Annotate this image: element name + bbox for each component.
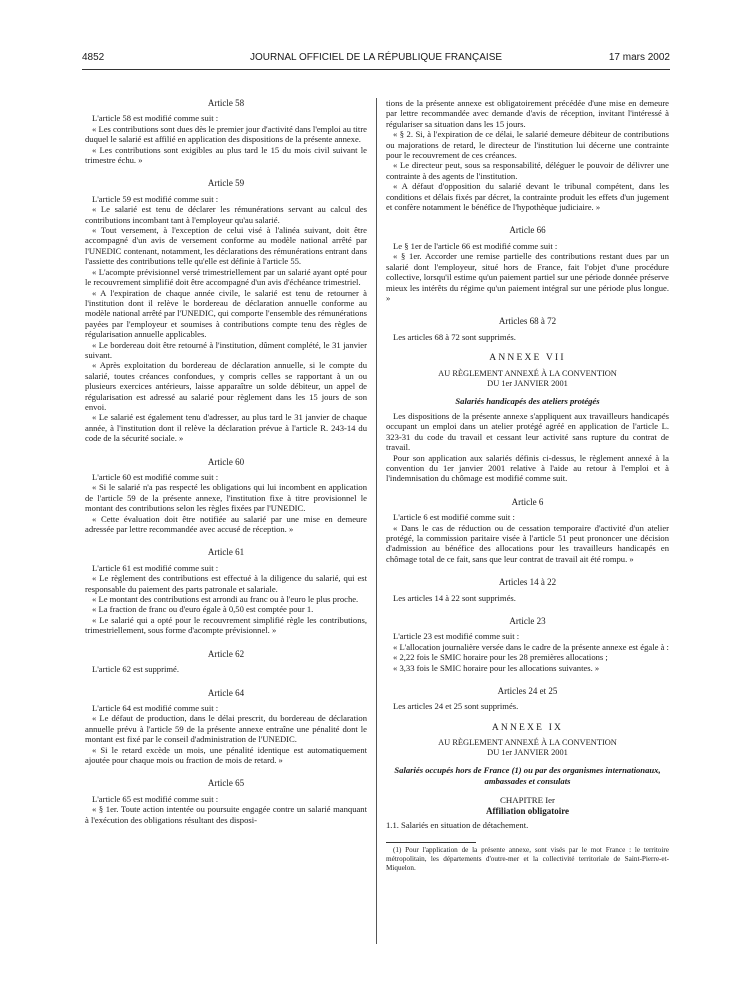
paragraph: Les articles 24 et 25 sont supprimés. (393, 701, 519, 712)
paragraph: « La fraction de franc ou d'euro égale à 0,50 est comptée pour 1. (92, 604, 314, 615)
paragraph: Le § 1er de l'article 66 est modifié comme suit : (393, 240, 558, 251)
paragraph: L'article 60 est modifié comme suit : (92, 472, 219, 482)
paragraph: « 2,22 fois le SMIC horaire pour les 28 premières allocations ; (393, 652, 608, 663)
paragraph: « Tout versement, à l'exception de celui visé à l'alinéa suivant, doit être accompagné d'un avis de versement conforme au modèle national arrêté par l'UNEDIC contenant, notamment, les déclarations des rémunérations entrant dans l'assiette des contributions telle qu'elle est définie à l'article 55. (85, 225, 367, 267)
header-rule (82, 69, 670, 70)
paragraph: Les articles 68 à 72 sont supprimés. (393, 331, 516, 342)
article-heading: Articles 14 à 22 (498, 577, 557, 588)
paragraph: « § 1er. Accorder une remise partielle des contributions restant dues par un salarié dont l'employeur, situé hors de France, fait l'objet d'une procédure collective, lorsqu'il estime qu'un paiement partiel sur une période donnée préserve mieux les intérêts du régime qu'un paiement intégral sur une période plus longue. » (386, 251, 669, 303)
annexe-topic: Salariés occupés hors de France (1) ou par des organismes internationaux, ambassades et consulats (394, 765, 661, 786)
paragraph: « Le défaut de production, dans le délai prescrit, du bordereau de déclaration annuelle prévu à l'article 59 de la présente annexe entraîne une pénalité dont le montant est fixé par le conseil d'administration de l'UNEDIC. (85, 713, 367, 745)
paragraph: « Le directeur peut, sous sa responsabilité, déléguer le pouvoir de délivrer une contrainte à des agents de l'institution. (386, 160, 669, 181)
paragraph: « Après exploitation du bordereau de déclaration annuelle, si le compte du salarié, toutes créances confondues, y compris celles se rapportant à un ou plusieurs exercices antérieurs, laisse apparaître un solde débiteur, un appel de régularisation est adressé au salarié pour règlement dans les 15 jours de son envoi. (85, 360, 367, 412)
paragraph: « L'acompte prévisionnel versé trimestriellement par un salarié ayant opté pour le recouvrement simplifié doit être accompagné d'un avis d'échéance trimestriel. (85, 266, 367, 288)
paragraph: « § 2. Si, à l'expiration de ce délai, le salarié demeure débiteur de contributions ou majorations de retard, le directeur de l'institution lui décerne une contrainte pour le recouvrement de ces créances. (386, 129, 669, 161)
paragraph: « Les contributions sont exigibles au plus tard le 15 du mois civil suivant le trimestre échu. » (85, 144, 367, 166)
article-heading: Article 58 (207, 98, 245, 108)
footnote-rule (386, 842, 476, 843)
paragraph: « Dans le cas de réduction ou de cessation temporaire d'activité d'un atelier protégé, la commission paritaire visée à l'article 51 peut prononcer une décision d'admission au bénéfice des allocations pour les travailleurs handicapés en chômage total de ce fait, sans que leur contrat de travail ait été rompu. » (386, 522, 669, 564)
paragraph: « Les contributions sont dues dès le premier jour d'activité dans l'emploi au titre duquel le salarié est affilié en application des dispositions de la présente annexe. (85, 123, 367, 145)
page-number: 4852 (82, 52, 105, 63)
paragraph: « § 1er. Toute action intentée ou poursuite engagée contre un salarié manquant à l'exécution des obligations résultant des disposi- (85, 804, 367, 825)
right-column (386, 98, 669, 872)
article-heading: Articles 24 et 25 (497, 686, 558, 697)
paragraph: L'article 59 est modifié comme suit : (92, 193, 219, 204)
journal-title: JOURNAL OFFICIEL DE LA RÉPUBLIQUE FRANÇAISE (249, 52, 503, 63)
paragraph: tions de la présente annexe est obligatoirement précédée d'une mise en demeure par lettre recommandée avec demande d'avis de réception, invitant l'intéressé à régulariser sa situation dans les 15 jours. (386, 98, 669, 129)
paragraph: « Le règlement des contributions est effectué à la diligence du salarié, qui est responsable du paiement des parts patronale et salariale. (85, 573, 367, 594)
annexe-heading: ANNEXE IX (491, 722, 564, 733)
article-heading: Article 66 (509, 225, 546, 236)
article-heading: Article 62 (207, 648, 245, 659)
article-heading: Article 65 (207, 778, 245, 789)
article-heading: Article 64 (207, 687, 245, 698)
paragraph: L'article 61 est modifié comme suit : (92, 562, 219, 573)
paragraph: Les dispositions de la présente annexe s'appliquent aux travailleurs handicapés occupant un emploi dans un atelier protégé agréé en application de l'article L. 323-31 du code du travail et cessant leur activité sans rupture du contrat de travail. (386, 410, 669, 453)
paragraph: « Le salarié est également tenu d'adresser, au plus tard le 31 janvier de chaque année, à l'institution dont il relève la déclaration prévue à l'article R. 243-14 du code de la sécurité sociale. » (85, 412, 367, 444)
paragraph: « L'allocation journalière versée dans le cadre de la présente annexe est égale à : (393, 641, 669, 652)
paragraph: L'article 65 est modifié comme suit : (92, 793, 219, 804)
paragraph: 1.1. Salariés en situation de détachement. (386, 819, 529, 830)
chapter-title: Affiliation obligatoire (485, 805, 570, 816)
article-heading: Article 59 (207, 178, 245, 189)
paragraph: « Si le retard excède un mois, une pénalité identique est automatiquement ajoutée pour chaque mois ou fraction de mois de retard. » (85, 744, 367, 765)
article-heading: Article 61 (207, 547, 245, 558)
paragraph: « Le salarié qui a opté pour le recouvrement simplifié règle les contributions, trimestriellement, sous forme d'acompte prévisionnel. » (85, 614, 367, 636)
paragraph: « A défaut d'opposition du salarié devant le tribunal compétent, dans les conditions et délais fixés par décret, la contrainte produit les effets d'un jugement et confère notamment le bénéfice de l'hypothèque judiciaire. » (386, 181, 669, 213)
column-divider (376, 98, 377, 944)
paragraph: « Cette évaluation doit être notifiée au salarié par une mise en demeure adressée par lettre recommandée avec accusé de réception. » (85, 513, 367, 535)
annexe-subheading: AU RÈGLEMENT ANNEXÉ À LA CONVENTION (438, 368, 617, 378)
article-heading: Article 6 (511, 496, 544, 507)
paragraph: « 3,33 fois le SMIC horaire pour les allocations suivantes. » (393, 662, 600, 673)
annexe-subheading: DU 1er JANVIER 2001 (487, 378, 568, 388)
article-heading: Article 60 (207, 456, 245, 467)
page-header (82, 52, 670, 66)
annexe-topic: Salariés handicapés des ateliers protégés (455, 395, 600, 406)
paragraph: L'article 64 est modifié comme suit : (92, 702, 219, 713)
paragraph: « Le montant des contributions est arrondi au franc ou à l'euro le plus proche. (92, 594, 359, 605)
paragraph: L'article 23 est modifié comme suit : (393, 631, 520, 642)
annexe-heading: ANNEXE VII (489, 353, 566, 364)
paragraph: L'article 62 est supprimé. (92, 664, 179, 675)
paragraph: « Si le salarié n'a pas respecté les obligations qui lui incombent en application de l'article 59 de la présente annexe, l'institution fixe à titre provisionnel le montant des contributions selon les règles fixées par l'UNEDIC. (85, 482, 367, 514)
chapter-heading: CHAPITRE Ier (500, 795, 555, 806)
annexe-subheading: DU 1er JANVIER 2001 (487, 748, 568, 758)
issue-date: 17 mars 2002 (608, 52, 670, 63)
paragraph: Les articles 14 à 22 sont supprimés. (393, 592, 516, 603)
left-column (85, 98, 367, 825)
paragraph: Pour son application aux salariés définis ci-dessus, le règlement annexé à la convention du 1er janvier 2001 relative à l'aide au retour à l'emploi et à l'indemnisation du chômage est modifié comme suit. (386, 452, 669, 484)
paragraph: « Le bordereau doit être retourné à l'institution, dûment complété, le 31 janvier suivant. (85, 339, 367, 360)
paragraph: L'article 6 est modifié comme suit : (393, 512, 515, 523)
paragraph: « A l'expiration de chaque année civile, le salarié est tenu de retourner à l'institution dont il relève le bordereau de déclaration annuelle conforme au modèle national arrêté par l'UNEDIC, qui comporte l'ensemble des rémunérations payées par l'employeur et soumises à contributions compte tenu des règles de régularisation annuelle applicables. (85, 287, 367, 340)
paragraph: « Le salarié est tenu de déclarer les rémunérations servant au calcul des contributions incombant tant à l'employeur qu'au salarié. (85, 204, 367, 225)
paragraph: L'article 58 est modifié comme suit : (92, 113, 219, 124)
annexe-subheading: AU RÈGLEMENT ANNEXÉ À LA CONVENTION (438, 738, 617, 748)
article-heading: Article 23 (509, 616, 546, 627)
article-heading: Articles 68 à 72 (498, 316, 557, 327)
footnote: (1) Pour l'application de la présente annexe, sont visés par le mot France : le territoire métropolitain, les départements d'outre-mer et la collectivité territoriale de Saint-Pierre-et-Miquelon. (386, 846, 669, 872)
